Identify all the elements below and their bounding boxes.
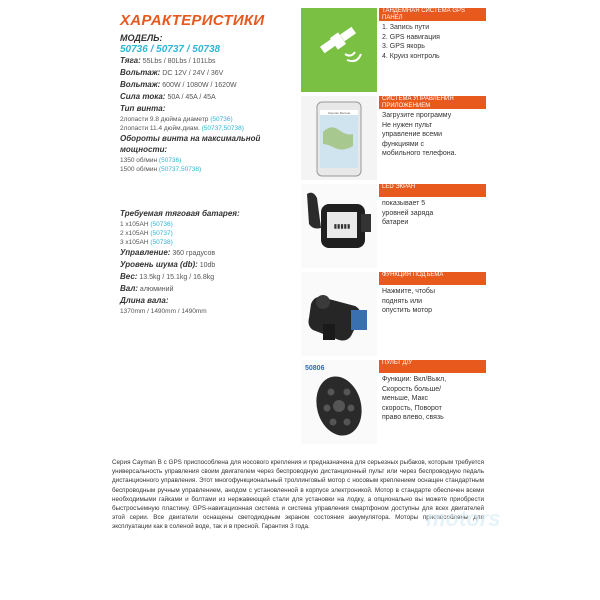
motor-head-icon bbox=[301, 184, 377, 268]
spec-column bbox=[120, 12, 300, 316]
feature-card-body: показывает 5 уровней заряда батареи bbox=[382, 200, 434, 226]
spec-shaft-length-label: Длина вала: bbox=[120, 296, 169, 305]
models-value: 50736 / 50737 / 50738 bbox=[120, 44, 221, 55]
feature-column bbox=[301, 8, 486, 448]
spec-noise: Уровень шума (db): 10db bbox=[120, 260, 216, 269]
svg-text:Cayman Remote: Cayman Remote bbox=[327, 111, 351, 115]
spec-propeller-label: Тип винта: bbox=[120, 104, 166, 113]
spec-rpm-2: 1500 об/мин (50737,50738) bbox=[120, 166, 202, 173]
spec-voltage: Вольтаж: DC 12V / 24V / 36V bbox=[120, 68, 224, 77]
spec-battery-label: Требуемая тяговая батарея: bbox=[120, 209, 240, 218]
spec-propeller-2: 2лопасти 11.4 дюйм.диам. (50737,50738) bbox=[120, 125, 244, 132]
feature-card-gps bbox=[301, 8, 486, 92]
feature-card-lift bbox=[301, 272, 486, 356]
spec-battery-3: 3 x105AH (50738) bbox=[120, 239, 173, 246]
smartphone-icon bbox=[301, 96, 377, 180]
watermark-logo: motors bbox=[426, 506, 501, 531]
feature-card-remote bbox=[301, 360, 486, 444]
svg-text:▮▮▮▮▮: ▮▮▮▮▮ bbox=[333, 224, 351, 230]
spec-shaft: Вал: алюминий bbox=[120, 284, 174, 293]
feature-card-title: СИСТЕМА УПРАВЛЕНИЯ ПРИЛОЖЕНИЕМ bbox=[379, 96, 486, 109]
spec-battery-1: 1 x105AH (50736) bbox=[120, 221, 173, 228]
feature-card-title: LED ЭКРАН bbox=[379, 184, 486, 197]
satellite-icon bbox=[301, 8, 377, 92]
models-label: МОДЕЛЬ: bbox=[120, 33, 163, 43]
spec-steering: Управление: 360 градусов bbox=[120, 248, 216, 257]
remote-control-icon bbox=[301, 360, 377, 444]
spec-shaft-length: 1370mm / 1490mm / 1490mm bbox=[120, 308, 207, 315]
feature-card-led bbox=[301, 184, 486, 268]
spec-current: Сила тока: 50A / 45A / 45A bbox=[120, 92, 216, 101]
spec-rpm-label: Обороты винта на максимальной мощности: bbox=[120, 134, 261, 154]
spec-battery-2: 2 x105AH (50737) bbox=[120, 230, 173, 237]
svg-text:50806: 50806 bbox=[305, 365, 325, 372]
feature-card-title: ФУНКЦИЯ ПОДЪЕМА bbox=[379, 272, 486, 285]
spec-rpm-1: 1350 об/мин (50736) bbox=[120, 157, 182, 164]
spec-weight: Вес: 13.5kg / 15.1kg / 16.8kg bbox=[120, 272, 215, 281]
spec-power: Вольтаж: 600W / 1080W / 1620W bbox=[120, 80, 237, 89]
feature-card-body: Функции: Вкл/Выкл, Скорость больше/ меньше, Макс скорость, Поворот право влево, связь bbox=[382, 376, 447, 421]
spec-panel bbox=[108, 6, 488, 446]
mount-bracket-icon bbox=[301, 272, 377, 356]
feature-card-app bbox=[301, 96, 486, 180]
feature-card-body: 1. Запись пути 2. GPS навигация 3. GPS якорь 4. Круиз контроль bbox=[382, 24, 440, 60]
description-paragraph: Серия Cayman B с GPS приспособлена для носового крепления и предназначена для серьезных рыбаков, которым требуется универсальность управления своим двигателем через беспроводную дистанционный пульт или через беспроводную педаль дистанционного управления. Этот многофункциональный троллинговый мотор с носовым креплением оснащен стандартным беспроводным ручным управлением, анодом с установленной в корпусе электроникой. Мотор в стандарте обеспечен всеми необходимыми гайками и болтами из нержавеющей стали для установки на лодку, а опционально вы можете приобрести быстросъемную пластину. GPS-навигационная система и система управления смартфоном доступны для всех двигателей этой серии. Все двигатели оснащены светодиодным экраном состояния аккумулятора. Моторы приспособлены для эксплуатации как в соленой воде, так и в пресной. Гарантия 3 года. bbox=[112, 459, 484, 531]
spec-thrust: Тяга: 55Lbs / 80Lbs / 101Lbs bbox=[120, 56, 216, 65]
feature-card-body: Нажмите, чтобы поднять или опустить мотор bbox=[382, 288, 435, 314]
product-sheet bbox=[108, 6, 501, 594]
spec-propeller-1: 2лопасти 9.8 дюйма диаметр (50736) bbox=[120, 116, 233, 123]
feature-card-body: Загрузите программу Не нужен пульт управление всеми функциями с мобильного телефона. bbox=[382, 112, 457, 157]
feature-card-title: ПУЛЬТ Д/У bbox=[379, 360, 486, 373]
feature-card-title: ТАНДЕМНАЯ СИСТЕМА GPS ПАНЕЛ bbox=[379, 8, 486, 21]
section-title: ХАРАКТЕРИСТИКИ bbox=[120, 12, 265, 29]
